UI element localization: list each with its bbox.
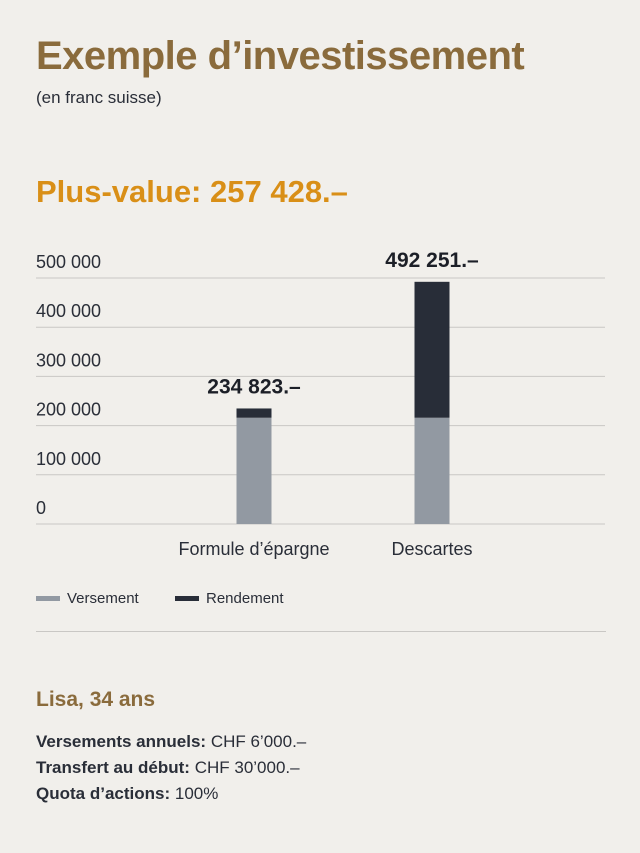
investment-bar-chart bbox=[0, 230, 640, 620]
legend-swatch bbox=[36, 596, 60, 601]
y-tick-label: 400 000 bbox=[36, 301, 102, 322]
detail-equity-quota bbox=[36, 781, 306, 807]
y-tick-label: 300 000 bbox=[36, 350, 102, 371]
legend-label: Rendement bbox=[206, 590, 284, 607]
legend-label: Versement bbox=[67, 590, 139, 607]
bar-segment-rendement bbox=[237, 408, 272, 417]
detail-label: Transfert au début: bbox=[36, 758, 190, 777]
bar-segment-rendement bbox=[415, 282, 450, 418]
y-tick-label: 0 bbox=[36, 498, 47, 518]
bar-segment-versement bbox=[237, 418, 272, 524]
detail-value: CHF 6’000.– bbox=[210, 732, 307, 751]
legend-swatch bbox=[175, 596, 199, 601]
detail-label: Versements annuels: bbox=[36, 732, 207, 751]
profile-details bbox=[36, 729, 306, 807]
profile-name: Lisa, 34 ans bbox=[36, 688, 156, 711]
y-tick-label: 100 000 bbox=[36, 448, 102, 469]
detail-label: Quota d’actions: bbox=[36, 784, 171, 803]
section-divider bbox=[36, 631, 606, 632]
x-category-label: Descartes bbox=[391, 539, 473, 559]
y-tick-label: 200 000 bbox=[36, 399, 102, 420]
bar-total-label: 492 251.– bbox=[385, 248, 479, 272]
detail-annual-payments bbox=[36, 729, 306, 755]
detail-value: 100% bbox=[174, 784, 219, 803]
capital-gain-headline: Plus-value: 257 428.– bbox=[36, 174, 348, 209]
y-tick-label: 500 000 bbox=[36, 252, 102, 272]
x-category-label: Formule d’épargne bbox=[178, 539, 330, 559]
page-subtitle: (en franc suisse) bbox=[36, 88, 162, 107]
page-title: Exemple d’investissement bbox=[36, 34, 525, 78]
bar-total-label: 234 823.– bbox=[207, 375, 301, 399]
bar-segment-versement bbox=[415, 418, 450, 524]
detail-value: CHF 30’000.– bbox=[194, 758, 300, 777]
detail-initial-transfer bbox=[36, 755, 306, 781]
